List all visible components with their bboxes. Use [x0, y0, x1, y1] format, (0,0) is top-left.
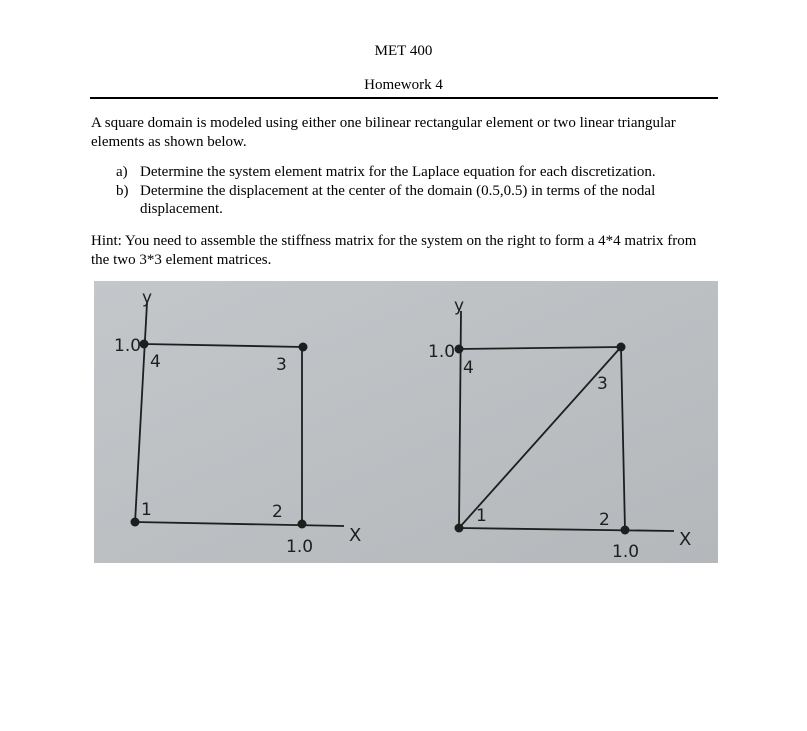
question-label: b): [116, 182, 129, 199]
question-a: [116, 163, 716, 182]
left-x-axis-label: X: [349, 525, 362, 546]
left-node-dot: [298, 520, 307, 529]
left-x-tick-label: 1.0: [286, 537, 314, 557]
intro-paragraph: A square domain is modeled using either one bilinear rectangular element or two linear triangular elements as shown below.: [91, 115, 676, 150]
left-node-number: 4: [150, 352, 161, 372]
right-node-dot: [455, 345, 464, 354]
question-text: Determine the system element matrix for the Laplace equation for each discretization.: [140, 164, 656, 180]
right-x-axis-label: X: [679, 529, 692, 550]
assignment-title: Homework 4: [364, 77, 443, 93]
right-x-tick-label: 1.0: [612, 542, 640, 562]
right-node-dot: [455, 524, 464, 533]
hint-paragraph: Hint: You need to assemble the stiffness matrix for the system on the right to form a 4*4 matrix from the two 3*3 element matrices.: [91, 233, 697, 268]
left-y-axis-label: y: [142, 288, 153, 308]
right-node-number: 4: [463, 358, 474, 378]
right-node-dot: [621, 526, 630, 535]
left-node-number: 3: [276, 355, 287, 375]
header-rule: [90, 97, 718, 99]
figure-photo: [94, 281, 718, 563]
right-node-dot: [617, 343, 626, 352]
left-y-tick-label: 1.0: [114, 336, 142, 356]
right-y-axis-label: y: [454, 296, 465, 316]
question-list: [116, 163, 716, 219]
right-y-tick-label: 1.0: [428, 342, 456, 362]
right-node-number: 3: [597, 374, 608, 394]
left-node-dot: [131, 518, 140, 527]
question-label: a): [116, 164, 128, 180]
question-b: [116, 182, 716, 219]
question-text: Determine the displacement at the center of the domain (0.5,0.5) in terms of the nodal displacement.: [140, 182, 656, 217]
course-title: MET 400: [374, 43, 433, 59]
left-node-dot: [299, 343, 308, 352]
right-node-number: 2: [599, 510, 610, 530]
left-node-number: 1: [141, 500, 152, 520]
left-node-number: 2: [272, 502, 283, 522]
right-node-number: 1: [476, 506, 487, 526]
